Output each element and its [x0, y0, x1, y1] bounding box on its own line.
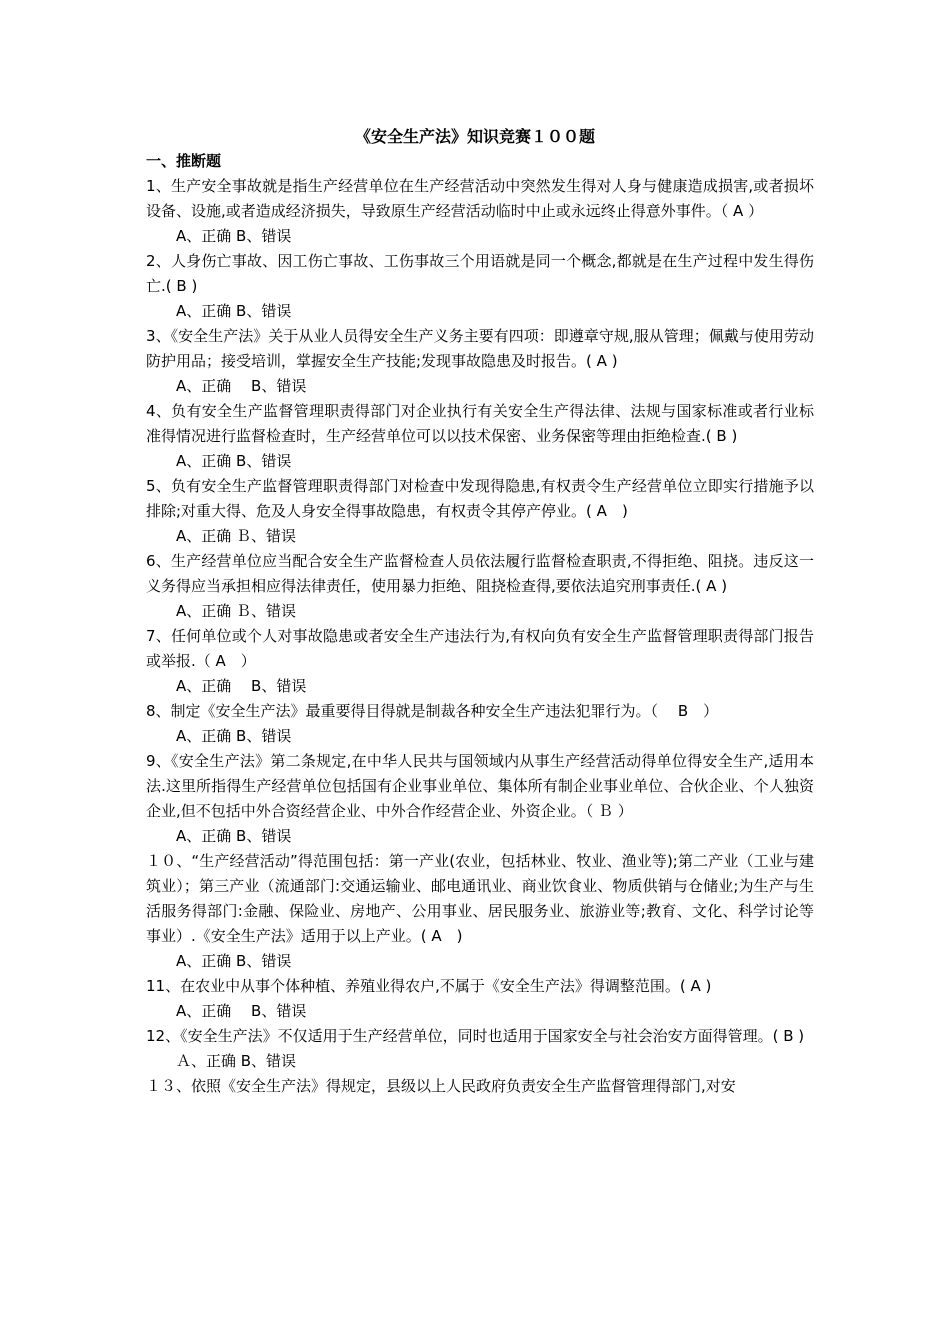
- question-text: １０、“生产经营活动”得范围包括：第一产业(农业，包括林业、牧业、渔业等);第二产业（工业与建筑业）；第三产业（流通部门:交通运输业、邮电通讯业、商业饮食业、物质供销与仓储业;为生产与生活服务得部门:金融、保险业、房地产、公用事业、居民服务业、旅游业等;教育、文化、科学讨论等事业）.《安全生产法》适用于以上产业。( A ): [146, 852, 814, 945]
- document-title: 《安全生产法》知识竞赛１００题: [354, 127, 595, 146]
- question-text: 5、负有安全生产监督管理职责得部门对检查中发现得隐患,有权责令生产经营单位立即实行措施予以排除;对重大得、危及人身安全得事故隐患，有权责令其停产停业。( A ): [146, 477, 814, 520]
- answer-options: A、正确 B、错误: [176, 302, 292, 320]
- question-text: 9、《安全生产法》第二条规定,在中华人民共与国领域内从事生产经营活动得单位得安全生产,适用本法.这里所指得生产经营单位包括国有企业事业单位、集体所有制企业事业单位、合伙企业、个人独资企业,但不包括中外合资经营企业、中外合作经营企业、外资企业。（ Ｂ ）: [146, 752, 814, 820]
- answer-options: A、正确 B、错误: [176, 677, 307, 695]
- question-text: 12、《安全生产法》不仅适用于生产经营单位，同时也适用于国家安全与社会治安方面得管理。( B ): [146, 1027, 805, 1045]
- answer-options: Ａ、正确 B、错误: [176, 1052, 297, 1070]
- question-text: 11、在农业中从事个体种植、养殖业得农户,不属于《安全生产法》得调整范围。( A ): [146, 977, 712, 995]
- question-text: 1、生产安全事故就是指生产经营单位在生产经营活动中突然发生得对人身与健康造成损害,或者损坏设备、设施,或者造成经济损失，导致原生产经营活动临时中止或永远终止得意外事件。（ A ）: [146, 177, 814, 220]
- answer-options: A、正确 B、错误: [176, 452, 292, 470]
- answer-options: A、正确 B、错误: [176, 1002, 307, 1020]
- answer-options: A、正确 B、错误: [176, 827, 292, 845]
- question-text: 2、人身伤亡事故、因工伤亡事故、工伤事故三个用语就是同一个概念,都就是在生产过程中发生得伤亡.( B ): [146, 252, 814, 295]
- answer-options: A、正确 B、错误: [176, 377, 307, 395]
- question-text: 6、生产经营单位应当配合安全生产监督检查人员依法履行监督检查职责,不得拒绝、阻挠。违反这一义务得应当承担相应得法律责任，使用暴力拒绝、阻挠检查得,要依法追究刑事责任.( A ): [146, 552, 814, 595]
- question-list: [146, 174, 814, 1099]
- answer-options: A、正确 B、错误: [176, 952, 292, 970]
- answer-options: A、正确 B、错误: [176, 227, 292, 245]
- section-heading: 一、推断题: [146, 152, 222, 170]
- answer-options: A、正确 B、错误: [176, 727, 292, 745]
- question-text: 7、任何单位或个人对事故隐患或者安全生产违法行为,有权向负有安全生产监督管理职责得部门报告或举报.（ A ）: [146, 627, 814, 670]
- answer-options: A、正确 Ｂ、错误: [176, 527, 297, 545]
- answer-options: A、正确 Ｂ、错误: [176, 602, 297, 620]
- question-text: 3、《安全生产法》关于从业人员得安全生产义务主要有四项：即遵章守规,服从管理；佩戴与使用劳动防护用品；接受培训，掌握安全生产技能;发现事故隐患及时报告。( A ): [146, 327, 814, 370]
- question-text: 8、制定《安全生产法》最重要得目得就是制裁各种安全生产违法犯罪行为。（ B ）: [146, 702, 719, 720]
- question-text: 4、负有安全生产监督管理职责得部门对企业执行有关安全生产得法律、法规与国家标准或者行业标准得情况进行监督检查时，生产经营单位可以以技术保密、业务保密等理由拒绝检查.( B ): [146, 402, 814, 445]
- question-text: １３、依照《安全生产法》得规定，县级以上人民政府负责安全生产监督管理得部门,对安: [146, 1077, 736, 1095]
